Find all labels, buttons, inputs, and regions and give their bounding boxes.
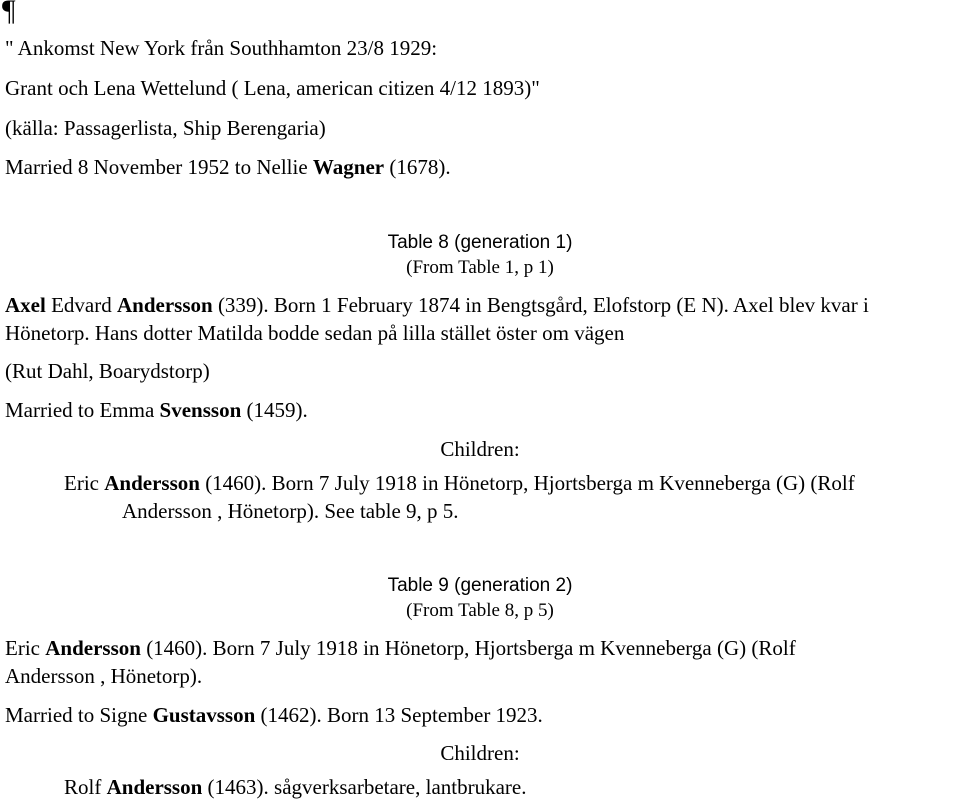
table9-child-line bbox=[64, 775, 526, 799]
pilcrow-mark: ¶ bbox=[2, 0, 16, 27]
table8-heading: Table 8 (generation 1) bbox=[387, 232, 573, 253]
person-given-name: Axel bbox=[5, 293, 46, 317]
child-details: (1463). sågverksarbetare, lantbrukare. bbox=[202, 775, 527, 799]
child-surname: Andersson bbox=[104, 471, 200, 495]
marriage-details: (1462). Born 13 September 1923. bbox=[255, 703, 543, 727]
spouse-surname: Gustavsson bbox=[152, 703, 256, 727]
intro-marriage-line bbox=[5, 155, 451, 179]
intro-source-line bbox=[5, 116, 326, 140]
intro-line-2 bbox=[5, 76, 540, 100]
child-details-cont: Andersson , Hönetorp). See table 9, p 5. bbox=[122, 499, 459, 523]
marriage-text: Married 8 November 1952 to Nellie bbox=[5, 155, 313, 179]
person-surname: Andersson bbox=[116, 293, 213, 317]
table8-child-line-1 bbox=[64, 471, 855, 495]
person-details-cont: Andersson , Hönetorp). bbox=[5, 664, 203, 688]
intro-line-1-text: " Ankomst New York från Southhamton 23/8 1929: bbox=[5, 36, 438, 60]
marriage-text: Married to Signe bbox=[5, 703, 153, 727]
spouse-surname: Wagner bbox=[312, 155, 385, 179]
table8-marriage-line bbox=[5, 398, 308, 422]
table8-child-line-2 bbox=[122, 499, 459, 523]
child-surname: Andersson bbox=[106, 775, 203, 799]
intro-line-1 bbox=[5, 36, 437, 60]
marriage-ref: (1459). bbox=[241, 398, 308, 422]
table9-marriage-line bbox=[5, 703, 543, 727]
child-given-name: Rolf bbox=[64, 775, 107, 799]
person-source: (Rut Dahl, Boarydstorp) bbox=[5, 359, 210, 383]
child-details: (1460). Born 7 July 1918 in Hönetorp, Hjortsberga m Kvenneberga (G) (Rolf bbox=[199, 471, 855, 495]
table9-from: (From Table 8, p 5) bbox=[406, 600, 554, 621]
table9-person-line-1 bbox=[5, 636, 796, 660]
person-details: (339). Born 1 February 1874 in Bengtsgård, Elofstorp (E N). Axel blev kvar i bbox=[212, 293, 869, 317]
person-surname: Andersson bbox=[45, 636, 141, 660]
child-given-name: Eric bbox=[64, 471, 105, 495]
marriage-text: Married to Emma bbox=[5, 398, 160, 422]
table8-from: (From Table 1, p 1) bbox=[406, 257, 554, 278]
table8-person-line-1 bbox=[5, 293, 869, 317]
table8-person-line-3 bbox=[5, 359, 210, 383]
marriage-ref: (1678). bbox=[384, 155, 451, 179]
table8-children-label: Children: bbox=[440, 437, 520, 461]
intro-source-text: (källa: Passagerlista, Ship Berengaria) bbox=[5, 116, 326, 140]
spouse-surname: Svensson bbox=[159, 398, 242, 422]
person-details: (1460). Born 7 July 1918 in Hönetorp, Hjortsberga m Kvenneberga (G) (Rolf bbox=[140, 636, 796, 660]
table8-person-line-2 bbox=[5, 321, 624, 345]
table9-heading: Table 9 (generation 2) bbox=[387, 575, 573, 596]
person-given-name: Eric bbox=[5, 636, 46, 660]
table9-person-line-2 bbox=[5, 664, 202, 688]
person-details-cont: Hönetorp. Hans dotter Matilda bodde sedan på lilla stället öster om vägen bbox=[5, 321, 625, 345]
intro-line-2-text: Grant och Lena Wettelund ( Lena, american citizen 4/12 1893)" bbox=[5, 76, 540, 100]
person-middle-name: Edvard bbox=[45, 293, 117, 317]
table9-children-label: Children: bbox=[440, 741, 520, 765]
